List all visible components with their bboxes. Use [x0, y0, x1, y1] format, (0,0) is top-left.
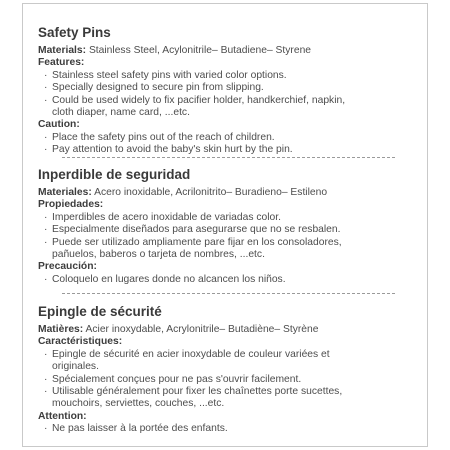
list-item: · Pay attention to avoid the baby's skin hurt by the pin.: [44, 144, 293, 156]
materials-line: [38, 45, 418, 57]
bullet-icon: ·: [44, 224, 48, 236]
features-label: Features:: [38, 57, 85, 69]
list-item-continuation: mouchoirs, serviettes, couches, ...etc.: [52, 398, 225, 410]
bullet-icon: ·: [44, 273, 48, 285]
materials-label: Materials:: [38, 45, 87, 56]
list-item-continuation: cloth diaper, name card, ...etc.: [52, 107, 190, 119]
list-item: · Could be used widely to fix pacifier holder, handkerchief, napkin,: [44, 94, 346, 106]
materials-label: Materiales:: [38, 187, 92, 198]
list-item-continuation: pañuelos, baberos o tarjeta de nombres, ...etc.: [52, 249, 265, 261]
features-label: Caractéristiques:: [38, 336, 123, 348]
materials-value: Acero inoxidable, Acrilonitrito– Buradieno– Estileno: [91, 187, 328, 198]
materials-value: Acier inoxydable, Acrylonitrile– Butadiène– Styrène: [83, 324, 319, 335]
section-english: [38, 25, 418, 157]
section-title: Inperdible de seguridad: [38, 167, 191, 182]
list-item: · Puede ser utilizado ampliamente pare fijar en los consoladores,: [44, 236, 342, 248]
bullet-icon: ·: [44, 211, 48, 223]
bullet-icon: ·: [44, 236, 48, 248]
list-item: · Stainless steel safety pins with varied color options.: [44, 69, 287, 81]
materials-label: Matières:: [38, 324, 84, 335]
list-item: · Epingle de sécurité en acier inoxydable de couleur variées et: [44, 348, 330, 360]
materials-line: [38, 324, 418, 336]
caution-label: Attention:: [38, 410, 87, 422]
list-item-continuation: originales.: [52, 361, 99, 373]
bullet-icon: ·: [44, 423, 48, 435]
bullet-icon: ·: [44, 373, 48, 385]
materials-value: Stainless Steel, Acylonitrile– Butadiene– Styrene: [86, 45, 312, 56]
bullet-icon: ·: [44, 386, 48, 398]
bullet-icon: ·: [44, 131, 48, 143]
bullet-icon: ·: [44, 144, 48, 156]
features-label: Propiedades:: [38, 199, 104, 211]
list-item: · Imperdibles de acero inoxidable de variadas color.: [44, 211, 281, 223]
list-item: · Spécialement conçues pour ne pas s'ouvrir facilement.: [44, 373, 302, 385]
section-title: Epingle de sécurité: [38, 304, 162, 319]
list-item: · Especialmente diseñados para asegurarse que no se resbalen.: [44, 224, 341, 236]
list-item: · Place the safety pins out of the reach of children.: [44, 131, 275, 143]
caution-label: Caution:: [38, 119, 80, 131]
materials-line: [38, 187, 418, 199]
bullet-icon: ·: [44, 348, 48, 360]
list-item: · Coloquelo en lugares donde no alcancen los niños.: [44, 273, 286, 285]
bullet-icon: ·: [44, 69, 48, 81]
bullet-icon: ·: [44, 82, 48, 94]
section-title: Safety Pins: [38, 25, 111, 40]
list-item: · Ne pas laisser à la portée des enfants.: [44, 423, 228, 435]
list-item: · Specially designed to secure pin from slipping.: [44, 82, 264, 94]
section-french: [38, 304, 418, 436]
section-divider: [62, 157, 395, 158]
section-spanish: [38, 167, 418, 286]
bullet-icon: ·: [44, 94, 48, 106]
list-item: · Utilisable généralement pour fixer les chaînettes porte sucettes,: [44, 386, 343, 398]
section-divider: [62, 293, 395, 294]
caution-label: Precaución:: [38, 261, 97, 273]
